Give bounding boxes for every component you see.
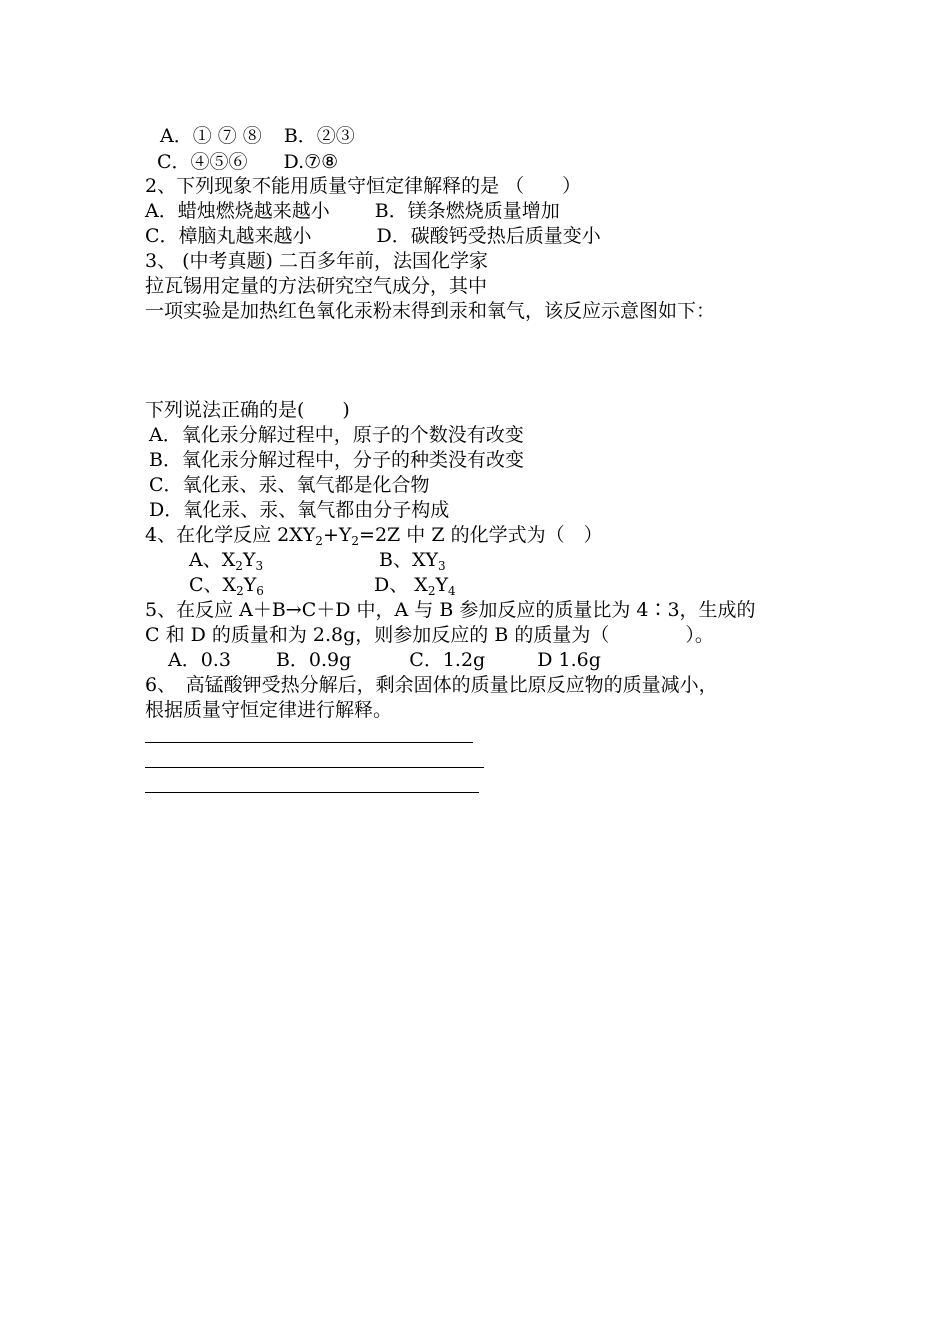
q5-option-a: A．0.3 [168,649,231,671]
q3-stem-line2: 拉瓦锡用定量的方法研究空气成分，其中 [145,275,488,297]
q4-stem: 4、在化学反应 $2XY_2+Y_2=2Z$ 中 Z 的化学式为（ ） [145,524,603,548]
answer-line-3[interactable] [145,792,479,793]
q5-stem-line1: 5、在反应 A＋B→C＋D 中，A 与 B 参加反应的质量比为 4∶3，生成的 [145,599,756,621]
q5-option-c: C．1.2g [409,649,486,671]
q5-stem-line2: C 和 D 的质量和为 2.8g，则参加反应的 B 的质量为（ ）。 [145,624,714,646]
q1-option-b: B．②③ [283,125,355,147]
q5-option-b: B．0.9g [275,649,352,671]
q2-option-b: B．镁条燃烧质量增加 [374,200,560,222]
q3-option-a: A．氧化汞分解过程中，原子的个数没有改变 [149,424,524,446]
q4-option-b: B、$XY_3$ [379,549,446,573]
q3-option-c: C．氧化汞、汞、氧气都是化合物 [149,474,430,496]
q4-option-a: A、$X_2Y_3$ [189,549,264,573]
q1-option-a: A．① ⑦ ⑧ [160,125,262,147]
q2-option-d: D．碳酸钙受热后质量变小 [376,225,601,247]
q3-option-d: D．氧化汞、汞、氧气都由分子构成 [149,499,450,521]
q5-options [168,648,601,672]
q6-stem-line2: 根据质量守恒定律进行解释。 [145,699,393,721]
q4-option-d: D、 $X_2Y_4$ [374,574,456,598]
q3-question: 下列说法正确的是( ) [145,399,350,421]
q3-option-b: B．氧化汞分解过程中，分子的种类没有改变 [149,449,524,471]
q3-stem-line3: 一项实验是加热红色氧化汞粉末得到汞和氧气，该反应示意图如下： [145,300,716,322]
answer-line-1[interactable] [145,742,473,743]
q2-option-c: C．樟脑丸越来越小 [145,225,312,247]
q1-options-row1 [160,124,355,148]
q1-option-c: C．④⑤⑥ [157,151,248,173]
answer-line-2[interactable] [145,767,484,768]
q1-options-row2 [157,150,338,174]
q2-option-a: A．蜡烛燃烧越来越小 [145,200,330,222]
q1-option-d: D.⑦⑧ [283,151,339,173]
q2-options-row2 [145,224,601,248]
q6-stem-line1: 6、 高锰酸钾受热分解后，剩余固体的质量比原反应物的质量减小， [145,674,718,696]
q3-stem-line1: 3、 (中考真题) 二百多年前，法国化学家 [145,250,488,272]
q2-stem: 2、下列现象不能用质量守恒定律解释的是 （ ） [145,175,582,197]
q2-options-row1 [145,199,560,223]
q4-option-c: C、$X_2Y_6$ [189,574,264,598]
q5-option-d: D 1.6g [537,649,601,671]
